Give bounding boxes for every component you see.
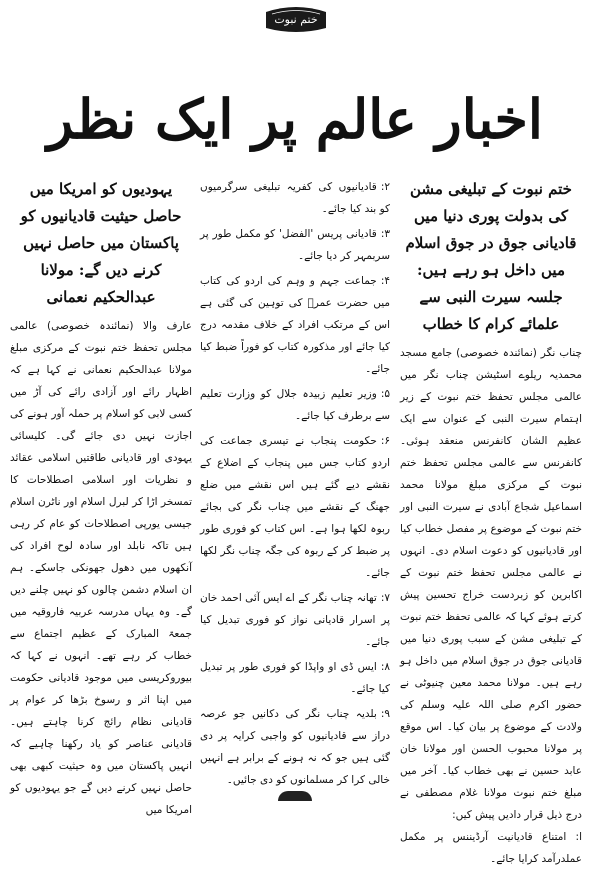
resolution-number: ۸: xyxy=(380,661,390,673)
resolution-item xyxy=(200,270,390,380)
resolution-item xyxy=(200,656,390,700)
resolution-item xyxy=(200,383,390,427)
article-right-headline: ختم نبوت کے تبلیغی مشن کی بدولت پوری دنیا میں قادیانی جوق در جوق اسلام میں داخل ہو رہے ہیں: جلسہ سیرت النبی سے علمائے کرام کا خطاب xyxy=(405,180,577,333)
page-footer-ornament xyxy=(278,791,312,801)
article-left-headline: یہودیوں کو امریکا میں حاصل حیثیت قادیانیوں کو پاکستان میں حاصل نہیں کرنے دیں گے: مولانا عبدالحکیم نعمانی xyxy=(20,180,182,306)
page-title: اخبار عالم پر ایک نظر xyxy=(47,87,543,151)
logo-text: ختم نبوت xyxy=(274,12,318,26)
resolution-number: ۶: xyxy=(380,435,390,447)
article-right-body: چناب نگر (نمائندہ خصوصی) جامع مسجد محمدیہ ریلوے اسٹیشن چناب نگر میں عالمی مجلس تحفظ ختم نبوت کے زیر اہتمام سیرت النبی کے عنوان سے ایک عظیم الشان کانفرنس منعقد ہوئی۔ کانفرنس سے عالمی مجلس تحفظ ختم نبوت کے مرکزی مبلغ مولانا محمد اسماعیل شجاع آبادی نے سیرت النبی اور ختم نبوت کے موضوع پر مفصل خطاب کیا اور قادیانیوں کو دعوت اسلام دی۔ انہوں نے عالمی مجلس تحفظ ختم نبوت کے اکابرین کو زبردست خراج تحسین پیش کرتے ہوئے کہا کہ عالمی تحفظ ختم نبوت کے تبلیغی مشن کے سبب پوری دنیا میں قادیانی جوق در جوق اسلام میں داخل ہو رہے ہیں۔ مولانا محمد معین چنیوٹی نے حضور اکرم صلی اللہ علیہ وسلم کی ولادت کے موضوع پر بیان کیا۔ اس موقع پر مولانا محبوب الحسن اور مولانا خان عابد حسین نے بھی خطاب کیا۔ آخر میں مبلغ ختم نبوت مولانا غلام مصطفی نے درج ذیل قرار دادیں پیش کیں: xyxy=(400,347,582,821)
resolution-number: ۳: xyxy=(380,228,390,240)
resolution-number: ۷: xyxy=(380,592,390,604)
resolution-text: قادیانیوں کی کفریہ تبلیغی سرگرمیوں کو بند کیا جائے۔ xyxy=(200,181,390,215)
article-left-body: عارف والا (نمائندہ خصوصی) عالمی مجلس تحفظ ختم نبوت کے مرکزی مبلغ مولانا عبدالحکیم نعمانی نے کہا ہے کہ اظہار رائے اور آزادی رائے کی آڑ میں کسی لابی کو اسلام پر حملہ آور ہونے کی اجازت نہیں دی جائے گی۔ کلیسائی یہودی اور قادیانی طاقتیں اسلامی عقائد و نظریات اور اسلامی اصطلاحات کا تمسخر اڑا کر لبرل اسلام اور ناٹرن اسلام جیسی یورپی اصطلاحات کو عام کر رہی ہیں تاکہ نابلد اور سادہ لوح افراد کی آنکھوں میں دھول جھونکی جاسکے۔ ہم ان اسلام دشمن چالوں کو نہیں چلنے دیں گے۔ وہ یہاں مدرسہ عربیہ فاروقیہ میں جمعۃ المبارک کے عظیم اجتماع سے خطاب کر رہے تھے۔ انہوں نے کہا کہ بیوروکریسی میں موجود قادیانی حکومت میں اپنا اثر و رسوخ بڑھا کر عوام پر قادیانی نظام رائج کرنا چاہتے ہیں۔ قادیانی عناصر کو یاد رکھنا چاہیے کہ انہیں پاکستان میں وہ حیثیت کبھی بھی حاصل نہیں کرنے دیں گے جو یہودیوں کو امریکا میں xyxy=(10,320,192,816)
article-middle xyxy=(200,176,390,788)
resolution-item xyxy=(200,176,390,220)
article-left xyxy=(10,176,192,816)
resolution-text: بلدیہ چناب نگر کی دکانیں جو عرصہ دراز سے قادیانیوں کو واجبی کرایہ پر دی گئی ہیں جو کہ نہ ہونے کے برابر ہے انہیں خالی کرا کر مسلمانوں کو دی جائیں۔ xyxy=(200,708,390,786)
resolution-text: قادیانی پریس 'الفضل' کو مکمل طور پر سربمہر کر دیا جائے۔ xyxy=(200,228,390,262)
article-right xyxy=(400,176,582,865)
resolution-item xyxy=(200,587,390,653)
resolution-text: وزیر تعلیم زبیدہ جلال کو وزارت تعلیم سے برطرف کیا جائے۔ xyxy=(200,388,390,422)
resolution-number: ۲: xyxy=(380,181,390,193)
resolution-text: حکومت پنجاب نے تیسری جماعت کی اردو کتاب جس میں پنجاب کے اضلاع کے نقشے دیے گئے ہیں اس نقشے میں ضلع جھنگ کے نقشے میں چناب نگر کی بجائے ربوہ لکھا ہوا ہے۔ اس کتاب کو فوری طور پر ضبط کر کے ربوہ کی جگہ چناب نگر لکھا جائے۔ xyxy=(200,435,390,579)
resolutions-list xyxy=(200,176,390,791)
magazine-logo xyxy=(262,4,330,34)
resolution-item xyxy=(200,430,390,584)
resolution-item xyxy=(200,223,390,267)
article-right-resolution: ا: امتناع قادیانیت آرڈیننس پر مکمل عملدرآمد کرایا جائے۔ xyxy=(400,831,582,865)
resolution-number: ۴: xyxy=(380,275,390,287)
resolution-number: ۹: xyxy=(380,708,390,720)
resolution-number: ۵: xyxy=(380,388,390,400)
resolution-text: تھانہ چناب نگر کے اے ایس آئی احمد خان پر اسرار قادیانی نواز کو فوری تبدیل کیا جائے۔ xyxy=(200,592,390,648)
resolution-text: ایس ڈی او واپڈا کو فوری طور پر تبدیل کیا جائے۔ xyxy=(200,661,390,695)
resolution-item xyxy=(200,703,390,791)
resolution-text: جماعت جہم و وہم کی اردو کی کتاب میں حضرت عمرؓ کی توہین کی گئی ہے اس کے مرتکب افراد کے خلاف مقدمہ درج کیا جائے اور مذکورہ کتاب کو فوراً ضبط کیا جائے۔ xyxy=(200,275,390,375)
